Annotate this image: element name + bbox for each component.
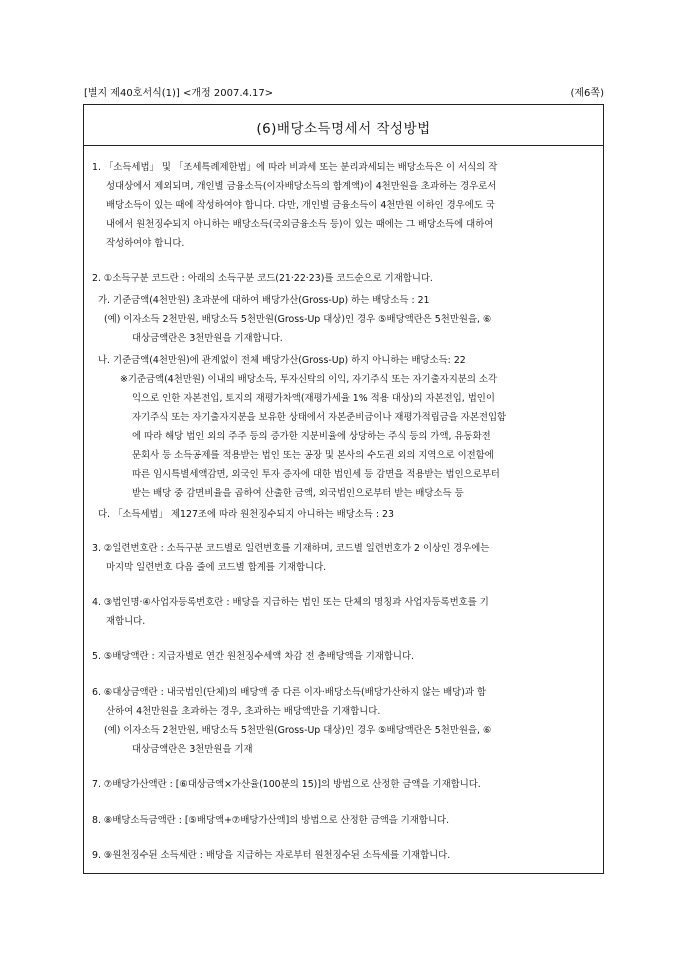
section-2-na-note-line-3: 자기주식 또는 자기출자지분을 보유한 상태에서 자본준비금이나 재평가적립금을 자본전입함 xyxy=(132,412,507,423)
section-2-heading: 2. ①소득구분 코드란 : 아래의 소득구분 코드(21·22·23)를 코드순으로 기재합니다. xyxy=(92,273,433,284)
section-2-na-note-line-4: 에 따라 해당 법인 외의 주주 등의 증가한 지분비율에 상당하는 주식 등의 가액, 유동화전 xyxy=(132,431,491,442)
section-6-example-line-2: 대상금액란은 3천만원을 기재 xyxy=(132,744,253,755)
section-6-line-2: 산하여 4천만원을 초과하는 경우, 초과하는 배당액만을 기재합니다. xyxy=(106,706,381,717)
section-2-na-note-line-7: 받는 배당 중 감면비율을 곱하여 산출한 금액, 외국법인으로부터 받는 배당소득 등 xyxy=(132,488,464,499)
section-2-na-note-line-5: 문회사 등 소득공제를 적용받는 법인 또는 공장 및 본사의 수도권 외의 지역으로 이전함에 xyxy=(132,450,494,461)
section-1-line-2: 성대상에서 제외되며, 개인별 금융소득(이자배당소득의 합계액)이 4천만원을 초과하는 경우로서 xyxy=(106,181,497,192)
section-5-line-1: 5. ⑤배당액란 : 지급자별로 연간 원천징수세액 차감 전 총배당액을 기재합니다. xyxy=(92,651,414,662)
section-1-line-5: 작성하여야 합니다. xyxy=(106,238,185,249)
form-header xyxy=(84,84,604,102)
section-9-line-1: 9. ⑨원천징수된 소득세란 : 배당을 지급하는 자로부터 원천징수된 소득세를 기재합니다. xyxy=(92,850,451,861)
instructions-frame xyxy=(83,104,604,874)
section-1-line-3: 배당소득이 있는 때에 작성하여야 합니다. 다만, 개인별 금융소득이 4천만원 이하인 경우에도 국 xyxy=(106,200,495,211)
section-6-example-line-1: (예) 이자소득 2천만원, 배당소득 5천만원(Gross-Up 대상)인 경우 ⑤배당액란은 5천만원을, ⑥ xyxy=(104,725,492,736)
section-4-line-1: 4. ③법인명·④사업자등록번호란 : 배당을 지급하는 법인 또는 단체의 명칭과 사업자등록번호를 기 xyxy=(92,597,489,608)
section-8-line-1: 8. ⑧배당소득금액란 : [⑤배당액+⑦배당가산액]의 방법으로 산정한 금액을 기재합니다. xyxy=(92,815,450,826)
section-4-line-2: 재합니다. xyxy=(106,616,146,627)
title-divider xyxy=(84,145,603,146)
section-2-na-note-line-6: 따른 임시특별세액감면, 외국인 투자 증자에 대한 법인세 등 감면을 적용받는 법인으로부터 xyxy=(132,469,500,480)
section-2-ga-example-line-2: 대상금액란은 3천만원을 기재합니다. xyxy=(132,333,283,344)
section-1-line-4: 내에서 원천징수되지 아니하는 배당소득(국외금융소득 등)이 있는 때에는 그 배당소득에 대하여 xyxy=(106,219,494,230)
section-7-line-1: 7. ⑦배당가산액란 : [⑥대상금액×가산율(100분의 15)]의 방법으로 산정한 금액을 기재합니다. xyxy=(92,779,481,790)
section-2-na-note-line-1: ※기준금액(4천만원) 이내의 배당소득, 투자신탁의 이익, 자기주식 또는 자기출자지분의 소각 xyxy=(120,374,497,385)
section-2-na-note-line-2: 익으로 인한 자본전입, 토지의 재평가차액(재평가세율 1% 적용 대상)의 자본전입, 법인이 xyxy=(132,393,495,404)
section-3-line-1: 3. ②일련번호란 : 소득구분 코드별로 일련번호를 기재하며, 코드별 일련번호가 2 이상인 경우에는 xyxy=(92,543,490,554)
section-2-ga-example-line-1: (예) 이자소득 2천만원, 배당소득 5천만원(Gross-Up 대상)인 경우 ⑤배당액란은 5천만원을, ⑥ xyxy=(104,314,492,325)
section-1-line-1: 1. 「소득세법」 및 「조세특례제한법」에 따라 비과세 또는 분리과세되는 배당소득은 이 서식의 작 xyxy=(92,162,498,173)
section-3-line-2: 마지막 일련번호 다음 줄에 코드별 합계를 기재합니다. xyxy=(106,562,327,573)
section-2-item-na: 나. 기준금액(4천만원)에 관계없이 전체 배당가산(Gross-Up) 하지 아니하는 배당소득: 22 xyxy=(98,355,466,366)
form-label: [별지 제40호서식(1)] <개정 2007.4.17> xyxy=(84,88,274,99)
section-2-item-ga: 가. 기준금액(4천만원) 초과분에 대하여 배당가산(Gross-Up) 하는 배당소득 : 21 xyxy=(98,295,430,306)
page-label: (제6쪽) xyxy=(570,88,604,99)
page-title: (6)배당소득명세서 작성방법 xyxy=(256,121,431,137)
section-6-line-1: 6. ⑥대상금액란 : 내국법인(단체)의 배당액 중 다른 이자·배당소득(배당가산하지 않는 배당)과 합 xyxy=(92,687,486,698)
section-2-item-da: 다. 「소득세법」 제127조에 따라 원천징수되지 아니하는 배당소득 : 23 xyxy=(98,509,394,520)
